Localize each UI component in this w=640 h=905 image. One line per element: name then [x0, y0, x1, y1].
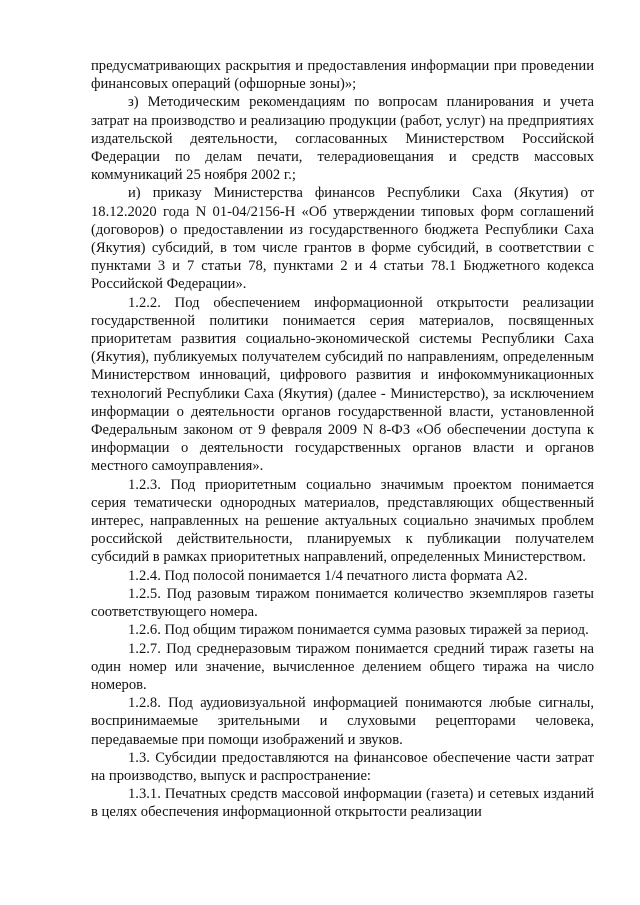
paragraph-1-2-3: 1.2.3. Под приоритетным социально значимым проектом понимается серия тематически однородных материалов, представляющих общественный интерес, направленных на решение актуальных социально значимых проблем российской действительности, планируемых к публикации получателем субсидий в рамках приоритетных направлений, определенных Министерством. [91, 476, 594, 566]
paragraph-1-2-4: 1.2.4. Под полосой понимается 1/4 печатного листа формата А2. [128, 567, 528, 584]
document-page [91, 57, 594, 822]
paragraph-1-3: 1.3. Субсидии предоставляются на финансовое обеспечение части затрат на производство, выпуск и распространение: [91, 749, 594, 784]
paragraph-offshore-continuation: предусматривающих раскрытия и предоставления информации при проведении финансовых операций (офшорные зоны)»; [91, 58, 594, 93]
paragraph-1-2-6: 1.2.6. Под общим тиражом понимается сумма разовых тиражей за период. [128, 622, 589, 639]
paragraph-1-2-7: 1.2.7. Под среднеразовым тиражом понимается средний тираж газеты на один номер или значение, вычисленное делением общего тиража на число номеров. [91, 640, 594, 693]
paragraph-1-2-2: 1.2.2. Под обеспечением информационной открытости реализации государственной политики понимается серия материалов, посвященных приоритетам развития социально-экономической системы Республики Саха (Якутия), публикуемых получателем субсидий по направлениям, определенным Министерством инноваций, цифрового развития и инфокоммуникационных технологий Республики Саха (Якутия) (далее - Министерство), за исключением информации о деятельности органов государственной власти, установленной Федеральным законом от 9 февраля 2009 N 8-ФЗ «Об обеспечении доступа к информации о деятельности государственных органов власти и органов местного самоуправления». [91, 294, 594, 475]
paragraph-1-3-1: 1.3.1. Печатных средств массовой информации (газета) и сетевых изданий в целях обеспечения информационной открытости реализации [91, 786, 594, 821]
paragraph-item-z: з) Методическим рекомендациям по вопросам планирования и учета затрат на производство и реализацию продукции (работ, услуг) на предприятиях издательской деятельности, согласованных Министерством Российской Федерации по делам печати, телерадиовещания и средств массовых коммуникаций 25 ноября 2002 г.; [91, 94, 594, 184]
paragraph-item-i: и) приказу Министерства финансов Республики Саха (Якутия) от 18.12.2020 года N 01-04/2156-Н «Об утверждении типовых форм соглашений (договоров) о предоставлении из государственного бюджета Республики Саха (Якутия) субсидий, в том числе грантов в форме субсидий, в соответствии с пунктами 3 и 7 статьи 78, пунктами 2 и 4 статьи 78.1 Бюджетного кодекса Российской Федерации». [91, 185, 594, 293]
paragraph-1-2-8: 1.2.8. Под аудиовизуальной информацией понимаются любые сигналы, воспринимаемые зрительными и слуховыми рецепторами человека, передаваемые при помощи изображений и звуков. [91, 695, 594, 748]
paragraph-1-2-5: 1.2.5. Под разовым тиражом понимается количество экземпляров газеты соответствующего номера. [91, 585, 594, 621]
